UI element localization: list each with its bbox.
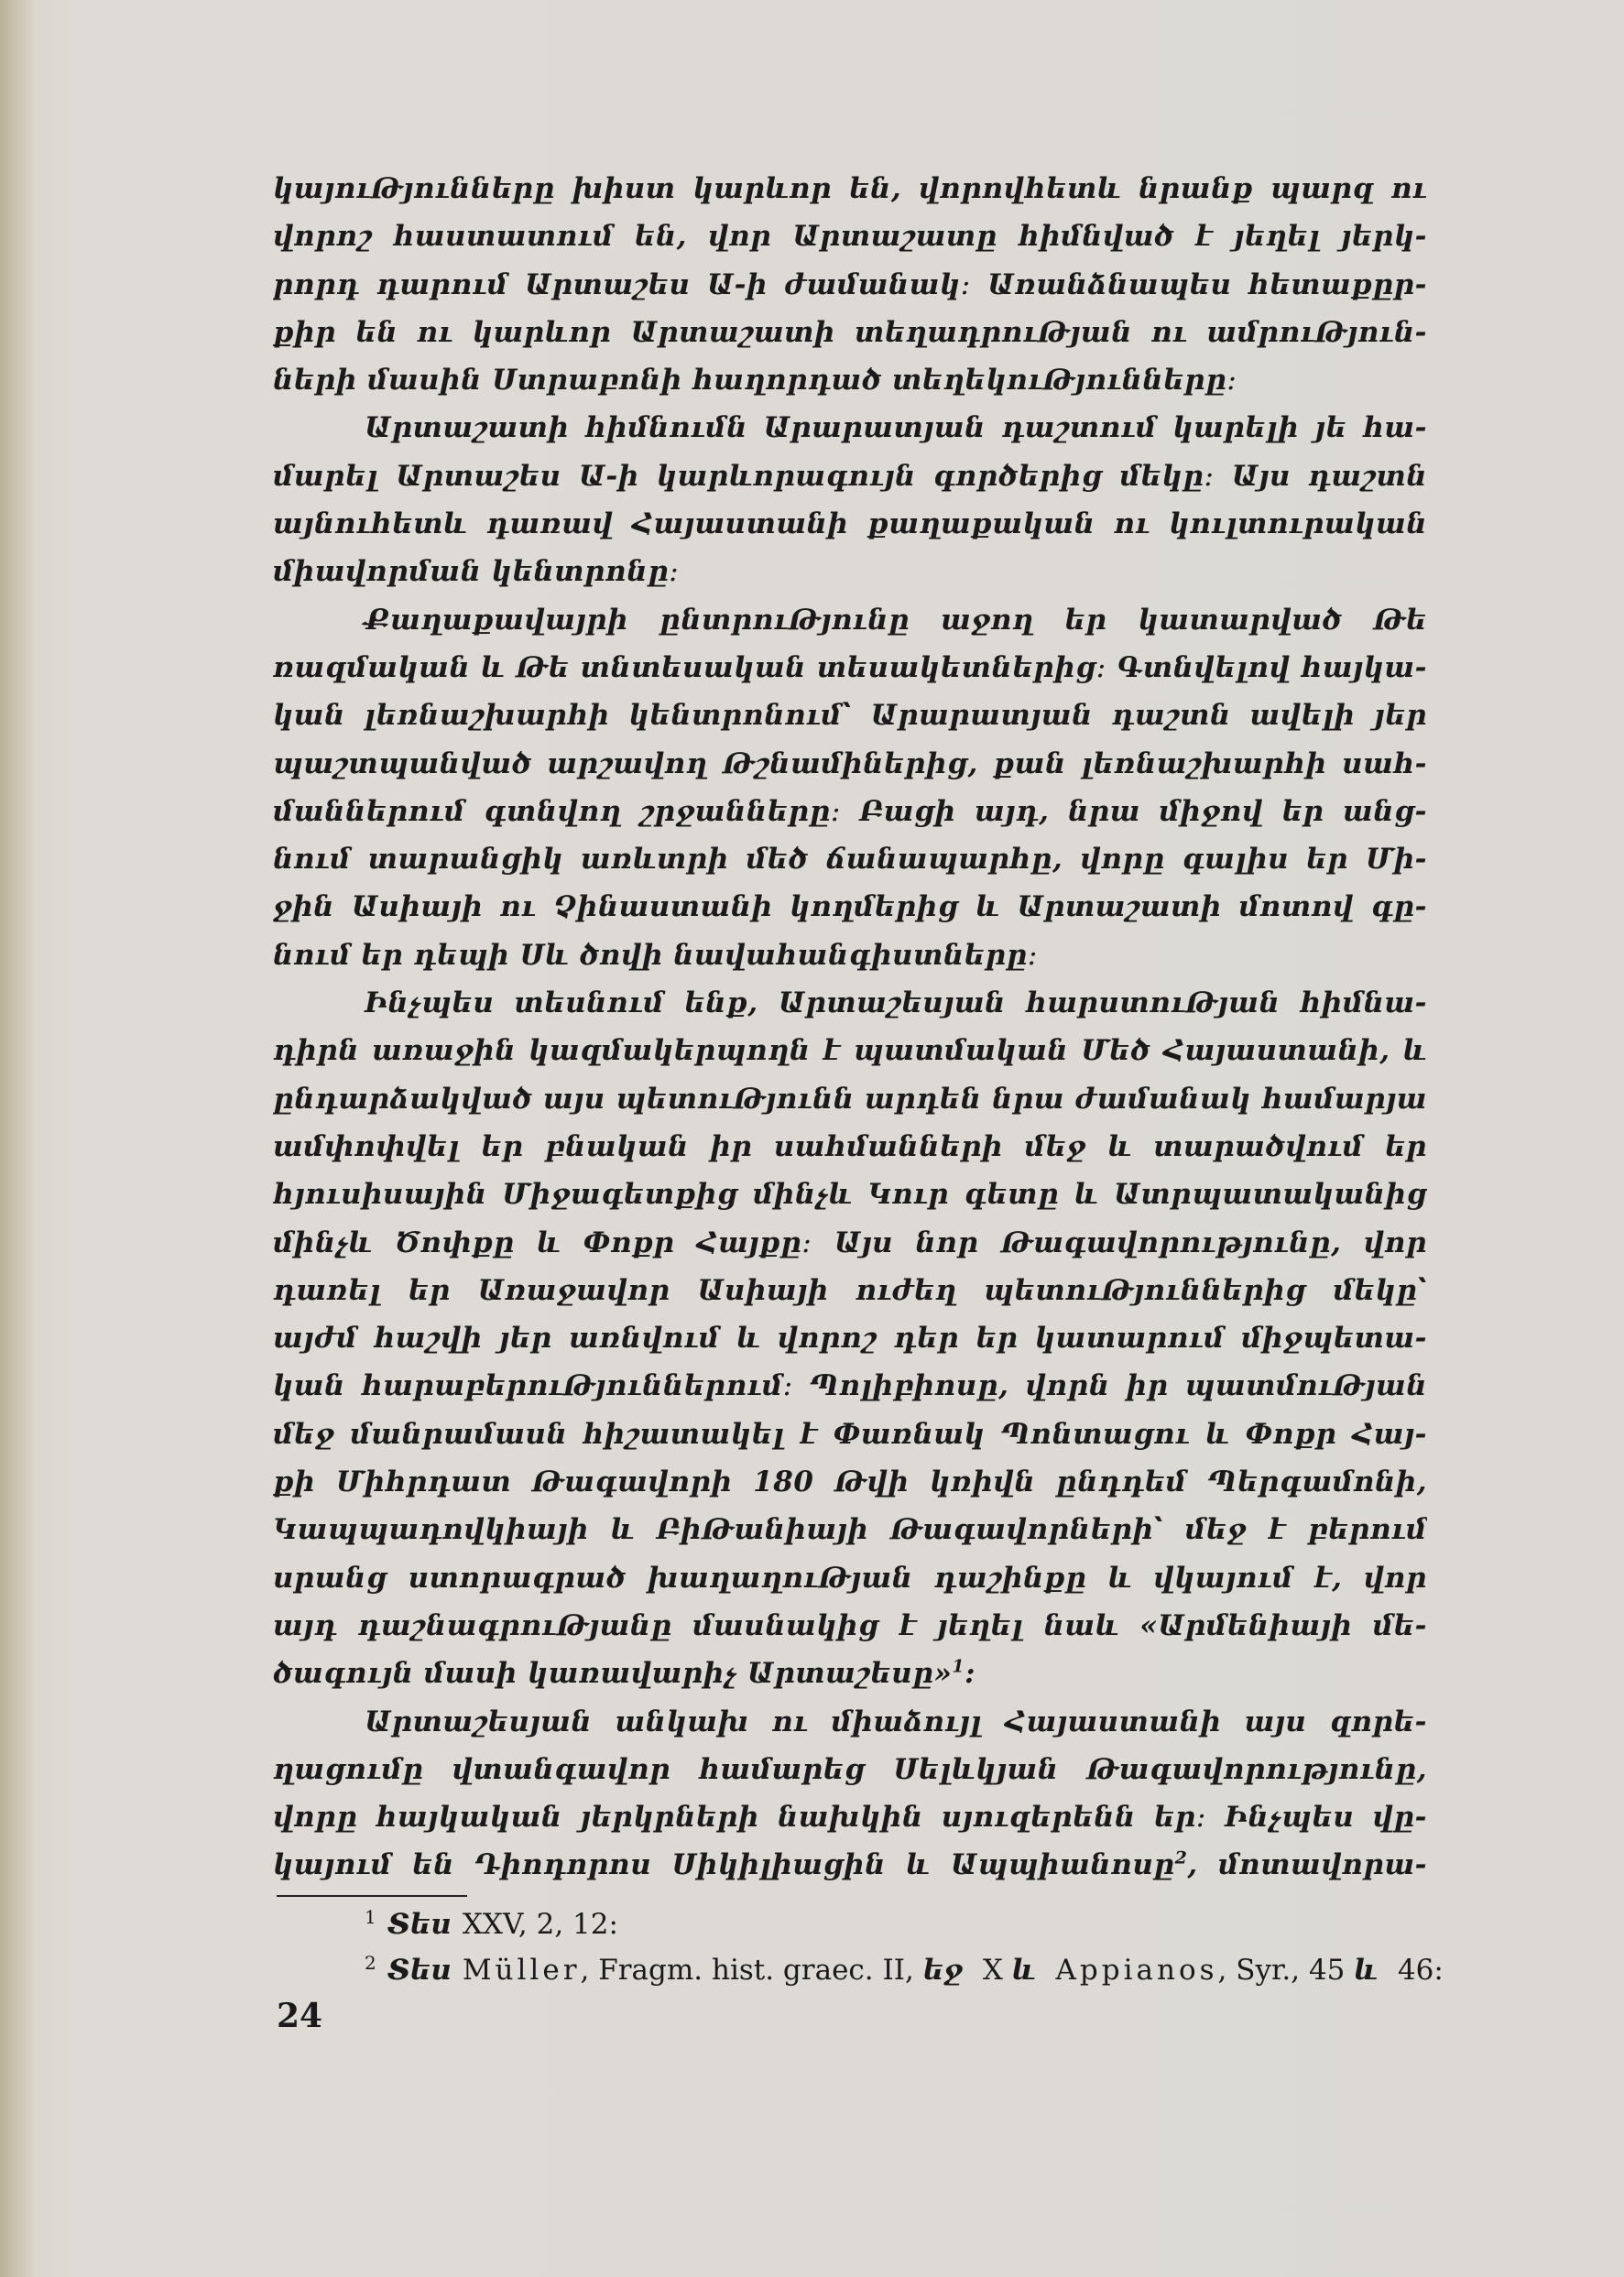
footnote-number: 2 — [365, 1951, 376, 1974]
text-line: ամփոփվել եր բնական իր սահմանների մեջ և տարածվում եր — [273, 1129, 1427, 1163]
text-line — [273, 1841, 1427, 1887]
text-line: մեջ մանրամասն հիշատակել է Փառնակ Պոնտացու և Փոքր Հայ- — [273, 1417, 1427, 1451]
footnote-text: , Fragm. hist. graec. II, — [580, 1954, 923, 1987]
text-line: մարել Արտաշես Ա-ի կարևորագույն գործերից մեկը։ Այս դաշտն — [273, 459, 1427, 493]
text-line — [273, 1650, 1427, 1697]
text-line: այդ դաշնագրուԹյանը մասնակից է յեղել նաև «Արմենիայի մե- — [273, 1608, 1427, 1642]
text-line: նում տարանցիկ առևտրի մեծ ճանապարհը, վորը գալիս եր Մի- — [273, 843, 1427, 877]
page-number: 24 — [277, 1997, 323, 2035]
footnote-ref-1[interactable]: 1 — [952, 1656, 965, 1677]
text-line: ռազմական և Թե տնտեսական տեսակետներից։ Գտնվելով հայկա- — [273, 650, 1427, 684]
footnote-2 — [365, 1947, 1444, 1993]
text-line: միավորման կենտրոնը։ — [273, 555, 680, 589]
text-line: վորը հայկական յերկրների նախկին սյուզերենն եր։ Ինչպես վը- — [273, 1801, 1427, 1835]
footnote-text: , Syr., 45 — [1217, 1954, 1355, 1987]
text-line: նում եր դեպի Սև ծովի նավահանգիստները։ — [273, 938, 1038, 972]
line-end: , — [1187, 1848, 1198, 1882]
footnote-author: Müller — [462, 1954, 581, 1987]
footnote-text: X — [974, 1954, 1012, 1987]
footnote-text: XXV, 2, 12: — [462, 1908, 618, 1941]
footnote-abbr: Տես — [387, 1908, 452, 1941]
line-end: : — [965, 1657, 976, 1691]
text-line: դառել եր Առաջավոր Ասիայի ուժեղ պետուԹյուններից մեկը՝ — [273, 1273, 1427, 1307]
text-line: Արտաշեսյան անկախ ու միաձույլ Հայաստանի այս զորե- — [365, 1705, 1427, 1738]
footnote-rule — [277, 1895, 467, 1897]
footnotes — [365, 1901, 1444, 1993]
footnote-and: և — [1011, 1954, 1036, 1987]
footnote-1 — [365, 1901, 1427, 1947]
footnote-abbr: Տես — [387, 1954, 452, 1987]
body-text — [273, 165, 1427, 1887]
text-line: մաններում գտնվող շրջանները։ Բացի այդ, նրա միջով եր անց- — [273, 794, 1427, 828]
text-line: ընդարձակված այս պետուԹյունն արդեն նրա ժամանակ համարյա — [273, 1082, 1427, 1116]
text-line: Քաղաքավայրի ընտրուԹյունը աջող եր կատարված Թե — [365, 603, 1427, 637]
footnote-page-abbr: եջ — [922, 1954, 964, 1987]
text-line: րորդ դարում Արտաշես Ա-ի ժամանակ։ Առանձնապես հետաքըր- — [273, 267, 1427, 301]
text-line: վորոշ հաստատում են, վոր Արտաշատը հիմնված է յեղել յերկ- — [273, 220, 1427, 254]
footnote-number: 1 — [365, 1905, 376, 1928]
text-line: ջին Ասիայի ու Չինաստանի կողմերից և Արտաշատի մոտով գը- — [273, 890, 1427, 924]
text-line: սրանց ստորագրած խաղաղուԹյան դաշինքը և վկայում է, վոր — [273, 1561, 1427, 1595]
text-line: Ինչպես տեսնում ենք, Արտաշեսյան հարստուԹյան հիմնա- — [365, 986, 1427, 1020]
text-line: կան լեռնաշխարհի կենտրոնում՝ Արարատյան դաշտն ավելի յեր — [273, 699, 1427, 733]
text-line: Կապպադովկիայի և ԲիԹանիայի Թագավորների՝ մեջ է բերում — [273, 1513, 1427, 1547]
line-text: մոտավորա- — [1217, 1848, 1427, 1882]
line-text: կայում են Դիոդորոս Սիկիլիացին և Ապպիանոսը — [273, 1848, 1175, 1882]
binding-edge — [0, 0, 35, 2277]
text-line: քիր են ու կարևոր Արտաշատի տեղադրուԹյան ու ամրուԹյուն- — [273, 315, 1427, 349]
text-line: Արտաշատի հիմնումն Արարատյան դաշտում կարելի յե հա- — [365, 411, 1427, 445]
footnote-text: 46: — [1389, 1954, 1444, 1987]
footnote-author: Appianos — [1055, 1954, 1218, 1987]
text-line: մինչև Ծոփքը և Փոքր Հայքը։ Այս նոր Թագավորությունը, վոր — [273, 1226, 1427, 1259]
text-line: այնուհետև դառավ Հայաստանի քաղաքական ու կուլտուրական — [273, 507, 1427, 541]
footnote-ref-2[interactable]: 2 — [1174, 1848, 1188, 1869]
text-line: դիրն առաջին կազմակերպողն է պատմական Մեծ Հայաստանի, և — [273, 1034, 1427, 1068]
text-line: կան հարաբերուԹյուններում։ Պոլիբիոսը, վորն իր պատմուԹյան — [273, 1369, 1427, 1403]
text-line: հյուսիսային Միջագետքից մինչև Կուր գետը և Ատրպատականից — [273, 1178, 1427, 1212]
text-line: կայուԹյունները խիստ կարևոր են, վորովհետև նրանք պարզ ու — [273, 172, 1427, 205]
line-text: ծագույն մասի կառավարիչ Արտաշեսը» — [273, 1657, 953, 1691]
text-line: ղացումը վտանգավոր համարեց Սելևկյան Թագավորությունը, — [273, 1752, 1427, 1786]
text-line: քի Միհրդատ Թագավորի 180 Թվի կռիվն ընդդեմ Պերգամոնի, — [273, 1465, 1427, 1499]
text-line: այժմ հաշվի յեր առնվում և վորոշ դեր եր կատարում միջպետա- — [273, 1322, 1427, 1356]
text-line: ների մասին Ստրաբոնի հաղորդած տեղեկուԹյունները։ — [273, 364, 1237, 398]
footnote-and: և — [1354, 1954, 1379, 1987]
text-line: պաշտպանված արշավող Թշնամիներից, քան լեռնաշխարհի սահ- — [273, 746, 1427, 780]
